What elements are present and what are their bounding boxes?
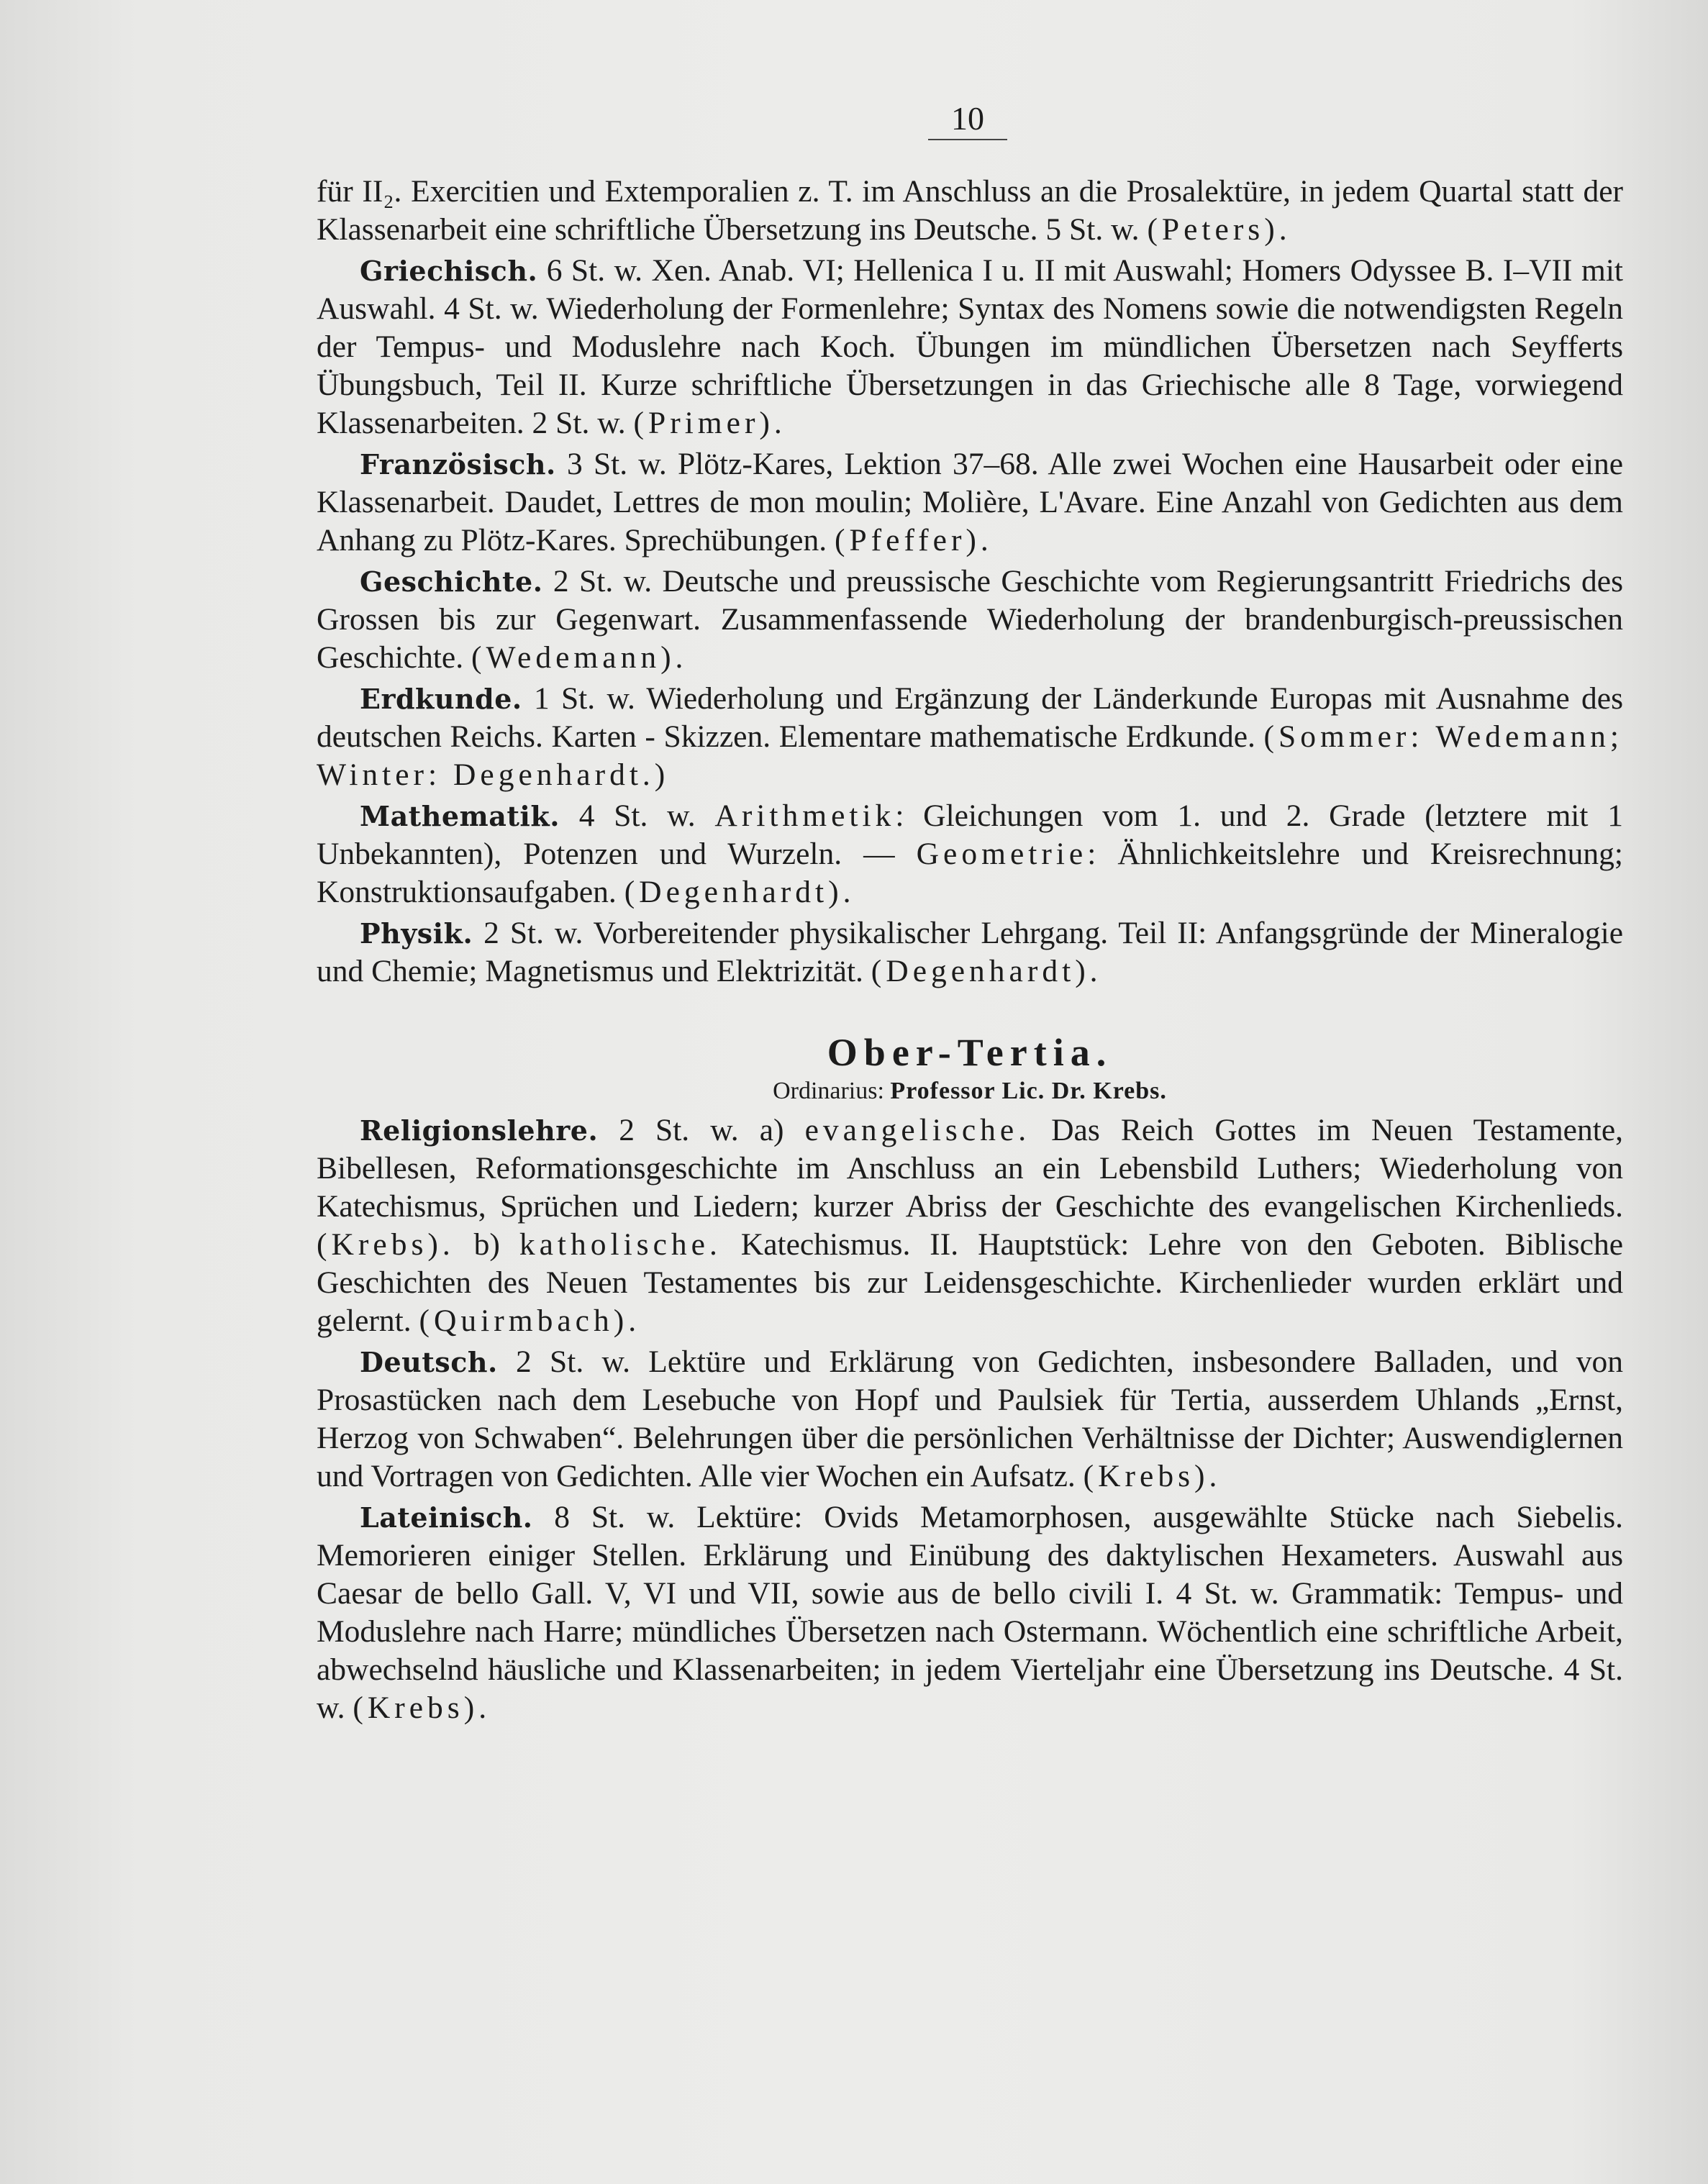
- subject-text: 8 St. w. Lektüre: Ovids Metamorphosen, ausgewählte Stücke nach Siebelis. Memorieren einiger Stellen. Erklärung und Einübung des daktylischen Hexameters. Auswahl aus Caesar de bello Gall. V, VI und VII, sowie aus de bello civili I. 4 St. w. Grammatik: Tempus- und Moduslehre nach Harre; mündliches Übersetzen nach Ostermann. Wöchentlich eine schriftliche Arbeit, abwechselnd häusliche und Klassenarbeiten; in jedem Vierteljahr eine Übersetzung ins Deutsche. 4 St. w.: [317, 1500, 1623, 1725]
- ordinarius-line: [317, 1075, 1623, 1107]
- subject-text: b): [473, 1227, 500, 1262]
- subject-heading: Französisch.: [360, 448, 556, 481]
- subject-teacher: (Pfeffer).: [834, 523, 993, 558]
- subject-deutsch: [317, 1343, 1623, 1496]
- subject-teacher: (Primer).: [633, 406, 786, 440]
- subject-heading: Mathematik.: [360, 800, 560, 832]
- subject-teacher: (Quirmbach).: [419, 1303, 641, 1338]
- subject-text: Das Reich Gottes im Neuen Testamente, Bibellesen, Reformationsgeschichte im Anschluss an ein Lebensbild Luthers; Wiederholung von Katechismus, Sprüchen und Liedern; kurzer Abriss der Geschichte des evangelischen Kirchenlieds.: [317, 1113, 1624, 1224]
- subject-teacher: (Degenhardt).: [624, 875, 855, 909]
- subsubject-katholisch: katholische.: [519, 1227, 722, 1262]
- subject-heading: Lateinisch.: [360, 1501, 533, 1534]
- ordinarius-label: Ordinarius:: [773, 1078, 884, 1104]
- subject-lateinisch: [317, 1498, 1623, 1727]
- subject-text: Katechismus. II. Hauptstück: Lehre von den Geboten. Biblische Geschichten des Neuen Testamentes bis zur Leidensgeschichte. Kirchenlieder wurden erklärt und gelernt.: [317, 1227, 1624, 1338]
- subject-teacher: (Krebs).: [353, 1691, 491, 1725]
- subject-text: 2 St. w. a): [619, 1113, 784, 1147]
- subject-religionslehre: [317, 1111, 1623, 1340]
- subject-heading: Erdkunde.: [360, 683, 522, 715]
- subject-teacher: (Sommer: Wedemann; Winter: Degenhardt.): [317, 719, 1623, 792]
- subject-franzoesisch: [317, 445, 1623, 560]
- intro-paragraph: [317, 173, 1623, 249]
- subject-griechisch: [317, 252, 1623, 442]
- subject-erdkunde: [317, 680, 1623, 794]
- intro-teacher: (Peters).: [1147, 212, 1291, 247]
- intro-text: für II₂. Exercitien und Extemporalien z. T. im Anschluss an die Prosalektüre, in jedem Quartal statt der Klassenarbeit eine schriftliche Übersetzung ins Deutsche. 5 St. w.: [317, 174, 1623, 247]
- section-title: Ober-Tertia.: [827, 1031, 1113, 1074]
- subject-text: 2 St. w. Deutsche und preussische Geschichte vom Regierungsantritt Friedrichs des Grossen bis zur Gegenwart. Zusammenfassende Wiederholung der brandenburgisch-preussischen Geschichte.: [317, 564, 1623, 675]
- subject-teacher: (Krebs).: [317, 1227, 455, 1262]
- subject-mathematik: [317, 797, 1623, 911]
- document-body: [317, 173, 1623, 1727]
- subject-text: 4 St. w.: [578, 798, 696, 833]
- subsubject-evangelisch: evangelische.: [804, 1113, 1031, 1147]
- subject-teacher: (Krebs).: [1083, 1459, 1222, 1493]
- subject-teacher: (Wedemann).: [471, 640, 688, 675]
- subject-teacher: (Degenhardt).: [871, 954, 1102, 988]
- subject-heading: Physik.: [360, 917, 473, 950]
- subject-heading: Geschichte.: [360, 565, 543, 598]
- subject-heading: Religionslehre.: [360, 1114, 599, 1147]
- ordinarius-name: Professor Lic. Dr. Krebs.: [890, 1078, 1167, 1104]
- subsubject-arithmetik: Arithmetik: [714, 798, 896, 833]
- subject-text: 2 St. w. Lektüre und Erklärung von Gedichten, insbesondere Balladen, und von Prosastücken nach dem Lesebuche von Hopf und Paulsiek für Tertia, ausserdem Uhlands „Ernst, Herzog von Schwaben“. Belehrungen über die persönlichen Verhältnisse der Dichter; Auswendiglernen und Vortragen von Gedichten. Alle vier Wochen ein Aufsatz.: [317, 1344, 1624, 1493]
- subject-text: 1 St. w. Wiederholung und Ergänzung der Länderkunde Europas mit Ausnahme des deutschen Reichs. Karten - Skizzen. Elementare mathematische Erdkunde.: [317, 681, 1624, 754]
- subject-heading: Deutsch.: [360, 1346, 498, 1378]
- subject-text: 2 St. w. Vorbereitender physikalischer Lehrgang. Teil II: Anfangsgründe der Mineralogie und Chemie; Magnetismus und Elektrizität.: [317, 916, 1624, 988]
- subject-physik: [317, 914, 1623, 991]
- subject-text: : Gleichungen vom 1. und 2. Grade (letztere mit 1 Unbekannten), Potenzen und Wurzeln. —: [317, 798, 1623, 871]
- page-number: 10: [928, 99, 1007, 140]
- subject-text: 3 St. w. Plötz-Kares, Lektion 37–68. Alle zwei Wochen eine Hausarbeit oder eine Klassenarbeit. Daudet, Lettres de mon moulin; Molière, L'Avare. Eine Anzahl von Gedichten aus dem Anhang zu Plötz-Kares. Sprechübungen.: [317, 447, 1624, 558]
- subject-heading: Griechisch.: [360, 255, 538, 287]
- subject-geschichte: [317, 563, 1623, 677]
- subject-text: : Ähnlichkeitslehre und Kreisrechnung; Konstruktionsaufgaben.: [317, 837, 1623, 909]
- subject-text: 6 St. w. Xen. Anab. VI; Hellenica I u. II mit Auswahl; Homers Odyssee B. I–VII mit Auswahl. 4 St. w. Wiederholung der Formenlehre; Syntax des Nomens sowie die notwendigsten Regeln der Tempus- und Moduslehre nach Koch. Übungen im mündlichen Übersetzen nach Seyfferts Übungsbuch, Teil II. Kurze schriftliche Übersetzungen in das Griechische alle 8 Tage, vorwiegend Klassenarbeiten. 2 St. w.: [317, 253, 1623, 440]
- subsubject-geometrie: Geometrie: [916, 837, 1088, 871]
